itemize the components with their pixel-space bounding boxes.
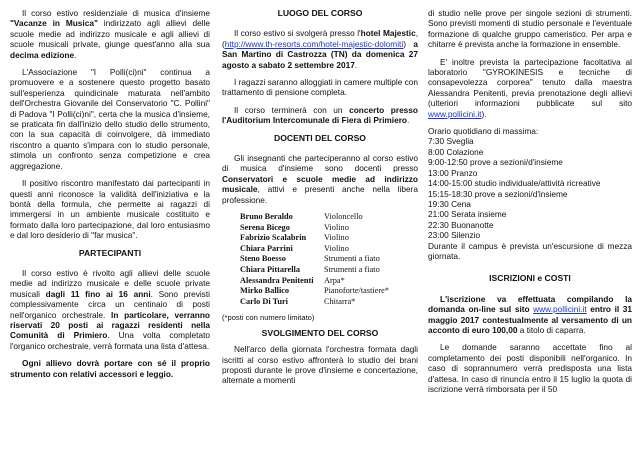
workshop-paragraph: E' inoltre prevista la partecipazione facoltativa al laboratorio "GYROKINESIS e tecniche di consapevolezza corporea" tenuto dalla maestra Alessandra Penitenti, previa prenotazione degli allievi (ulteriori informazioni pubblicate sul sito www.pollicini.it). (428, 56, 632, 119)
hotel-link[interactable]: http://www.th-resorts.com/hotel-majestic-dolomiti (224, 38, 404, 49)
teacher-row: Chiara Pittarella Strumenti a fiato (240, 265, 380, 275)
schedule-item: 8:00 Colazione (428, 146, 484, 157)
instrument-note: Ogni allievo dovrà portare con sé il proprio strumento con relativi accessori e leggio. (10, 358, 210, 379)
teachers-list (240, 212, 418, 307)
column-left (10, 8, 210, 386)
schedule-item: 7:30 Sveglia (428, 136, 474, 147)
excursion-note: Durante il campus è prevista un'escursione di mezza giornata. (428, 240, 632, 261)
column-middle (222, 8, 418, 393)
schedule-item: 13:00 Pranzo (428, 167, 478, 178)
teacher-row: Alessandra Penitenti Arpa* (240, 275, 345, 285)
heading-iscrizioni: ISCRIZIONI e COSTI (489, 273, 571, 284)
schedule-item: 14:00-15:00 studio individuale/attività ricreative (428, 178, 601, 189)
daily-schedule (428, 126, 632, 240)
schedule-item: 23:00 Silenzio (428, 230, 481, 241)
teacher-row: Carlo Di Turi Chitarra* (240, 296, 356, 306)
teacher-row: Steno Boesso Strumenti a fiato (240, 254, 380, 264)
teachers-intro: Gli insegnanti che parteciperanno al corso estivo di musica d'insieme sono docenti presso Conservatori e scuole medie ad indirizzo musicale, attivi e presenti anche nella libera professione. (222, 153, 418, 205)
teacher-row: Mirko Ballico Pianoforte/tastiere* (240, 286, 389, 296)
column-right (428, 8, 632, 401)
intro-paragraph: Il corso estivo residenziale di musica d'insieme "Vacanze in Musica" indirizzato agli allievi delle scuole medie ad indirizzo musicale e agli allievi di scuole musicali private, giunge quest'anno alla sua decima edizione. (10, 8, 210, 60)
heading-luogo: LUOGO DEL CORSO (277, 8, 363, 18)
schedule-item: 21:00 Serata insieme (428, 209, 507, 220)
lodging-paragraph: I ragazzi saranno alloggiati in camere multiple con trattamento di pensione completa. (222, 77, 419, 98)
teacher-row: Bruno Beraldo Violoncello (240, 212, 363, 222)
applications-paragraph: Le domande saranno accettate fino al completamento dei posti disponibili nell'organico. In caso di soprannumero verrà predisposta una lista d'attesa. In caso di rinuncia entro il 15 luglio la quota di iscrizione verrà rimborsata per il 50 (428, 342, 632, 394)
limited-seats-note: (*posti con numero limitato) (222, 313, 315, 323)
schedule-title: Orario quotidiano di massima: (428, 126, 539, 137)
website-link[interactable]: www.pollicini.it (428, 108, 482, 119)
heading-svolgimento: SVOLGIMENTO DEL CORSO (261, 327, 379, 338)
feedback-paragraph: Il positivo riscontro manifestato dai partecipanti in questi anni riconosce la validità dell'iniziativa e la bontà della formula, che permette ai ragazzi di immergersi in un ambiente musicale costituito e formato dalla loro partecipazione, dal loro entusiasmo e dal loro desiderio di "far musica". (10, 178, 210, 241)
location-paragraph: Il corso estivo si svolgerà presso l'hotel Majestic, (http://www.th-resorts.com/hotel-majestic-dolomiti) a San Martino di Castrozza (TN) da domenica 27 agosto a sabato 2 settembre 2017. (222, 28, 419, 70)
schedule-item: 22:30 Buonanotte (428, 219, 494, 230)
schedule-paragraph: Nell'arco della giornata l'orchestra formata dagli iscritti al corso estivo affronterà lo studio dei brani proposti durante le prove d'insieme e concertazione, alternate a momenti (222, 344, 418, 386)
schedule-item: 15:15-18:30 prove a sezioni/d'insieme (428, 188, 568, 199)
registration-link[interactable]: www.pollicini.it (533, 304, 587, 315)
teacher-row: Chiara Parrini Violino (240, 243, 349, 253)
heading-docenti: DOCENTI DEL CORSO (274, 132, 366, 143)
concert-paragraph: Il corso terminerà con un concerto presso l'Auditorium Intercomunale di Fiera di Primiero. (222, 104, 418, 126)
teacher-row: Serena Bicego Violino (240, 222, 349, 232)
association-paragraph: L'Associazione "I Polli(ci)ni" continua a promuovere e a sostenere questo progetto basato sull'esperienza quindicinale maturata nell'ambito dell'Orchestra Giovanile del Conservatorio "C. Pollini" di Padova "I Polli(ci)ni", certa che la musica d'insieme, se praticata fin dall'inizio dello studio dello strumento, con la sua capacità di coinvolgere, dà immediato riscontro a quanto s'impara con lo studio personale, stimola un confronto senza competizione e crea aggregazione. (10, 67, 210, 171)
registration-paragraph: L'iscrizione va effettuata compilando la domanda on-line sul sito www.pollicini.it entro il 31 maggio 2017 contestualmente al versamento di un acconto di euro 100,00 a titolo di caparra. (428, 293, 633, 335)
participants-paragraph: Il corso estivo è rivolto agli allievi delle scuole medie ad indirizzo musicale e delle scuole private musicali dagli 11 fino ai 16 anni. Sono previsti complessivamente circa un centinaio di posti nell'organico orchestrale. In particolare, verranno riservati 20 posti ai ragazzi residenti nella Comunità di Primiero. Una volta completato l'organico orchestrale, verrà formata una lista d'attesa. (10, 267, 210, 351)
study-paragraph: di studio nelle prove per singole sezioni di strumenti. Sono previsti momenti di studio personale e l'eventuale formazione di qualche gruppo cameristico. Per arpa e chitarre è prevista anche la formazione in ensemble. (428, 8, 632, 50)
heading-partecipanti: PARTECIPANTI (78, 247, 142, 258)
schedule-item: 19:30 Cena (428, 198, 471, 209)
schedule-item: 9:00-12:50 prove a sezioni/d'insieme (428, 157, 563, 168)
teacher-row: Fabrizio Scalabrin Violino (240, 233, 349, 243)
